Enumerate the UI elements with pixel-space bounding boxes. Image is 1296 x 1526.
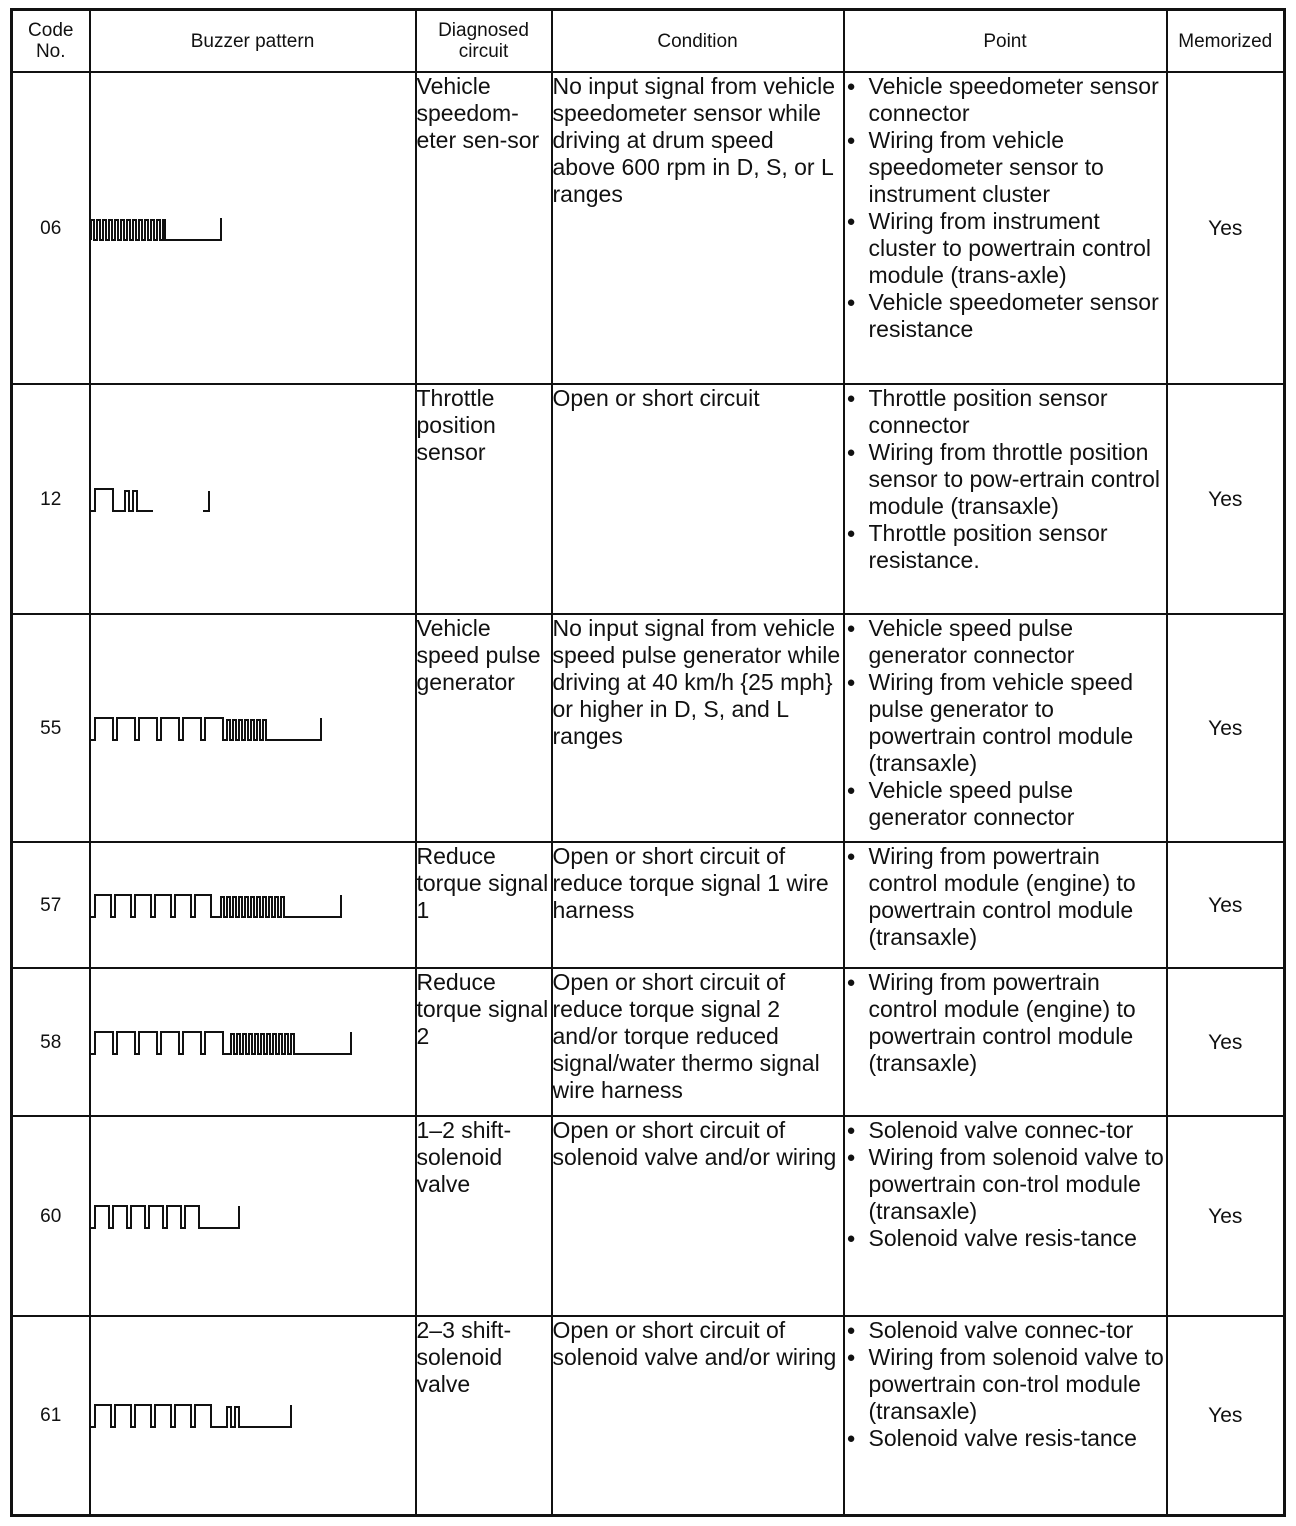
memorized-cell: Yes (1167, 614, 1285, 842)
header-diagnosed-circuit: Diagnosed circuit (416, 10, 552, 73)
diagnosed-circuit-cell: Vehicle speed pulse generator (416, 614, 552, 842)
code-cell: 57 (12, 842, 90, 968)
point-cell (844, 614, 1167, 842)
point-item: ● Wiring from throttle position sensor to pow-ertrain control module (transaxle) (845, 439, 1166, 520)
point-item: ● Wiring from powertrain control module (engine) to powertrain control module (transaxle) (845, 969, 1166, 1077)
buzzer-pattern-cell (90, 384, 416, 614)
code-cell: 61 (12, 1316, 90, 1515)
memorized-cell: Yes (1167, 384, 1285, 614)
diagnosed-circuit-cell: 1–2 shift-solenoid valve (416, 1116, 552, 1316)
memorized-cell: Yes (1167, 1116, 1285, 1316)
condition-cell: No input signal from vehicle speed pulse generator while driving at 40 km/h {25 mph} or higher in D, S, and L ranges (552, 614, 844, 842)
buzzer-pattern-06-icon (91, 208, 391, 248)
point-item: ● Vehicle speed pulse generator connector (845, 777, 1166, 831)
diagnosed-circuit-cell: Throttle position sensor (416, 384, 552, 614)
code-cell: 58 (12, 968, 90, 1116)
header-condition: Condition (552, 10, 844, 73)
point-item: ● Wiring from vehicle speed pulse generator to powertrain control module (transaxle) (845, 669, 1166, 777)
point-item: ● Solenoid valve connec-tor (845, 1117, 1166, 1144)
buzzer-pattern-cell (90, 842, 416, 968)
table-row (12, 384, 1285, 614)
point-item: ● Wiring from solenoid valve to powertrain con-trol module (transaxle) (845, 1344, 1166, 1425)
point-item: ● Solenoid valve resis-tance (845, 1225, 1166, 1252)
code-cell: 12 (12, 384, 90, 614)
buzzer-pattern-cell (90, 72, 416, 384)
point-cell (844, 1116, 1167, 1316)
condition-cell: Open or short circuit of reduce torque signal 1 wire harness (552, 842, 844, 968)
point-item: ● Wiring from vehicle speedometer sensor to instrument cluster (845, 127, 1166, 208)
point-item: ● Vehicle speedometer sensor connector (845, 73, 1166, 127)
memorized-cell: Yes (1167, 968, 1285, 1116)
condition-cell: Open or short circuit of solenoid valve and/or wiring (552, 1316, 844, 1515)
header-memorized: Memorized (1167, 10, 1285, 73)
point-item: ● Wiring from solenoid valve to powertrain con-trol module (transaxle) (845, 1144, 1166, 1225)
buzzer-pattern-60-icon (91, 1196, 391, 1236)
table-row (12, 1316, 1285, 1515)
condition-cell: No input signal from vehicle speedometer sensor while driving at drum speed above 600 rpm in D, S, or L ranges (552, 72, 844, 384)
point-item: ● Throttle position sensor resistance. (845, 520, 1166, 574)
code-cell: 55 (12, 614, 90, 842)
point-cell (844, 72, 1167, 384)
buzzer-pattern-cell (90, 968, 416, 1116)
diagnosed-circuit-cell: Reduce torque signal 1 (416, 842, 552, 968)
point-item: ● Wiring from instrument cluster to powertrain control module (trans-axle) (845, 208, 1166, 289)
point-item: ● Vehicle speedometer sensor resistance (845, 289, 1166, 343)
point-cell (844, 384, 1167, 614)
header-row (12, 10, 1285, 73)
point-item: ● Throttle position sensor connector (845, 385, 1166, 439)
condition-cell: Open or short circuit of reduce torque signal 2 and/or torque reduced signal/water thermo signal wire harness (552, 968, 844, 1116)
condition-cell: Open or short circuit (552, 384, 844, 614)
diagnostic-code-table (10, 8, 1286, 1517)
table-row (12, 842, 1285, 968)
point-item: ● Vehicle speed pulse generator connector (845, 615, 1166, 669)
header-code: Code No. (12, 10, 90, 73)
buzzer-pattern-cell (90, 1316, 416, 1515)
diagnosed-circuit-cell: 2–3 shift-solenoid valve (416, 1316, 552, 1515)
point-item: ● Wiring from powertrain control module (engine) to powertrain control module (transaxle) (845, 843, 1166, 951)
buzzer-pattern-12-icon (91, 479, 391, 519)
condition-cell: Open or short circuit of solenoid valve and/or wiring (552, 1116, 844, 1316)
table-row (12, 72, 1285, 384)
memorized-cell: Yes (1167, 72, 1285, 384)
diagnosed-circuit-cell: Reduce torque signal 2 (416, 968, 552, 1116)
point-cell (844, 842, 1167, 968)
buzzer-pattern-cell (90, 1116, 416, 1316)
point-item: ● Solenoid valve connec-tor (845, 1317, 1166, 1344)
buzzer-pattern-55-icon (91, 708, 391, 748)
code-cell: 60 (12, 1116, 90, 1316)
diagnosed-circuit-cell: Vehicle speedom-eter sen-sor (416, 72, 552, 384)
point-cell (844, 968, 1167, 1116)
point-cell (844, 1316, 1167, 1515)
point-item: ● Solenoid valve resis-tance (845, 1425, 1166, 1452)
buzzer-pattern-61-icon (91, 1395, 391, 1435)
buzzer-pattern-cell (90, 614, 416, 842)
buzzer-pattern-58-icon (91, 1022, 391, 1062)
code-cell: 06 (12, 72, 90, 384)
table-row (12, 614, 1285, 842)
memorized-cell: Yes (1167, 1316, 1285, 1515)
table-row (12, 968, 1285, 1116)
table-row (12, 1116, 1285, 1316)
memorized-cell: Yes (1167, 842, 1285, 968)
buzzer-pattern-57-icon (91, 885, 391, 925)
header-point: Point (844, 10, 1167, 73)
header-buzzer-pattern: Buzzer pattern (90, 10, 416, 73)
